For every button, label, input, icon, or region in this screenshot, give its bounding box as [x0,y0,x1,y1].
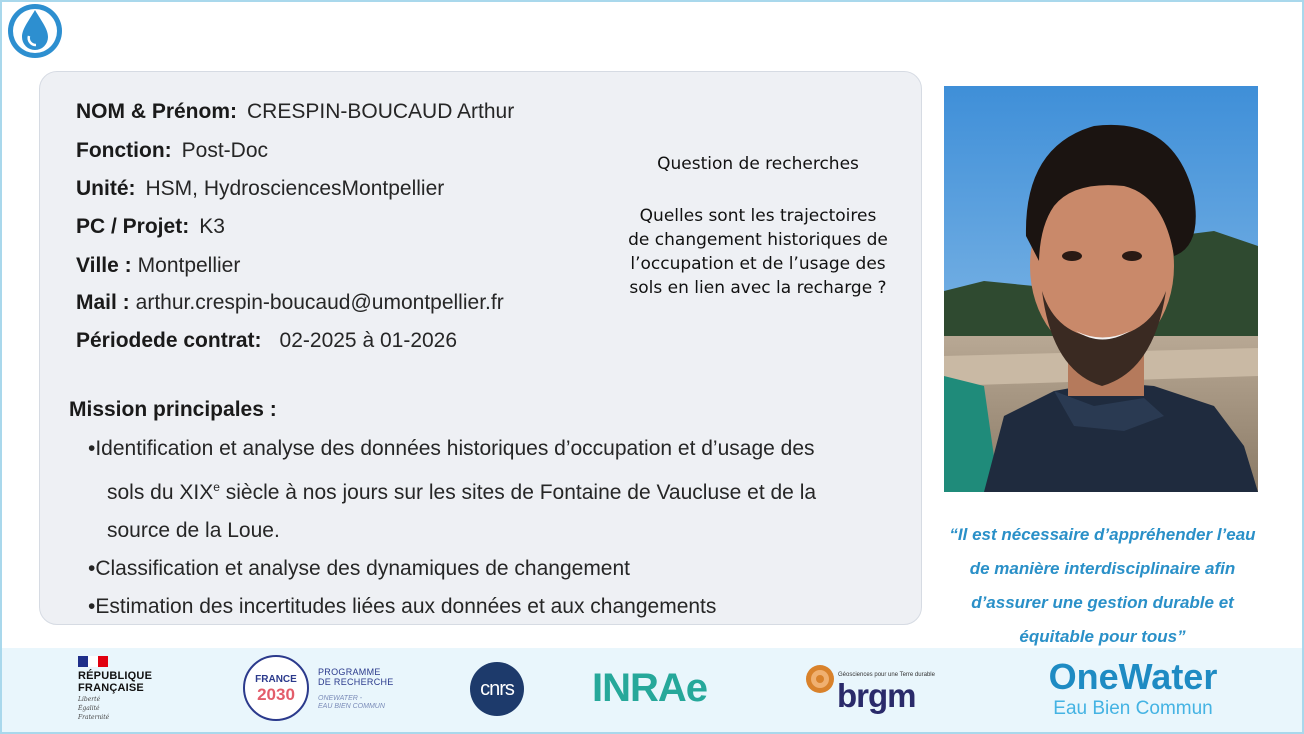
field-mail-label: Mail : [76,291,130,314]
quote-line: de manière interdisciplinaire afin [969,559,1236,578]
program-subtitle-line: EAU BIEN COMMUN [318,703,385,710]
mission-text: sols du XIX [107,481,214,504]
field-contract-period-value: 02-2025 à 01-2026 [279,329,458,352]
program-label-line: PROGRAMME [318,667,381,677]
rf-motto-line: Égalité [78,705,100,712]
rf-motto-line: Liberté [78,696,101,703]
france-2030-badge [243,655,309,721]
field-unit [76,177,444,201]
brgm-wordmark: brgm [837,677,916,714]
research-question-title: Question de recherches [657,154,859,174]
water-drop-icon [6,2,64,60]
quote-line: “Il est nécessaire d’appréhender l’eau [949,525,1256,544]
field-function-value: Post-Doc [181,139,268,162]
field-name-label: NOM & Prénom: [76,100,238,123]
field-mail-value: arthur.crespin-boucaud@umontpellier.fr [135,291,504,314]
field-project-value: K3 [199,215,225,238]
program-label-line: DE RECHERCHE [318,677,394,687]
field-name [76,100,514,124]
field-function-label: Fonction: [76,139,172,162]
cnrs-logo: cnrs [470,662,524,716]
onewater-logo [1026,656,1240,720]
field-name-value: CRESPIN-BOUCAUD Arthur [247,100,515,123]
quote-line: d’assurer une gestion durable et [971,593,1234,612]
field-city [76,254,240,278]
field-unit-value: HSM, HydrosciencesMontpellier [145,177,445,200]
mission-list [88,430,888,626]
mission-item-2: •Classification et analyse des dynamiques de changement [88,557,631,580]
field-mail [76,291,504,315]
mission-item-1-line-3: source de la Loue. [107,519,280,542]
rf-name-line-2: FRANÇAISE [78,682,144,694]
superscript-e: e [213,480,220,494]
mission-item-1-line-1: •Identification et analyse des données historiques d’occupation et d’usage des [88,437,815,460]
onewater-wordmark: OneWater [1048,656,1218,697]
person-photo [944,86,1258,492]
france-2030-country: FRANCE [255,674,297,685]
field-city-label: Ville : [76,254,132,277]
rf-name-line-1: RÉPUBLIQUE [78,670,153,682]
field-contract-period [76,329,457,353]
field-function [76,139,268,163]
rf-motto-line: Fraternité [78,714,110,721]
mission-title: Mission principales : [69,398,277,421]
brgm-logo [805,662,965,722]
mission-item-1-line-2 [88,468,888,512]
france-2030-year: 2030 [257,685,295,704]
research-question [628,152,888,300]
field-city-value: Montpellier [137,254,241,277]
brgm-symbol-icon [805,664,835,694]
france-2030-logo [243,655,403,723]
mission-item-3: •Estimation des incertitudes liées aux données et aux changements [88,595,717,618]
field-unit-label: Unité: [76,177,136,200]
quote-line: équitable pour tous” [1019,627,1186,646]
research-question-text: Quelles sont les trajectoires de changement historiques de l’occupation et de l’usage des sols en lien avec la recharge ? [628,206,888,298]
program-label [318,667,394,687]
field-project-label: PC / Projet: [76,215,190,238]
program-subtitle-line: ONEWATER - [318,695,363,702]
brgm-tagline: Géosciences pour une Terre durable [838,672,935,678]
onewater-subtitle: Eau Bien Commun [1053,698,1213,719]
republique-francaise-logo [78,656,168,721]
french-flag-icon [78,656,108,667]
inrae-logo: INRAe [592,666,708,710]
field-contract-period-label: Périodede contrat: [76,329,262,352]
mission-text: siècle à nos jours sur les sites de Fontaine de Vaucluse et de la [219,481,817,504]
quote [935,518,1270,654]
program-subtitle [318,695,385,711]
field-project [76,215,225,239]
